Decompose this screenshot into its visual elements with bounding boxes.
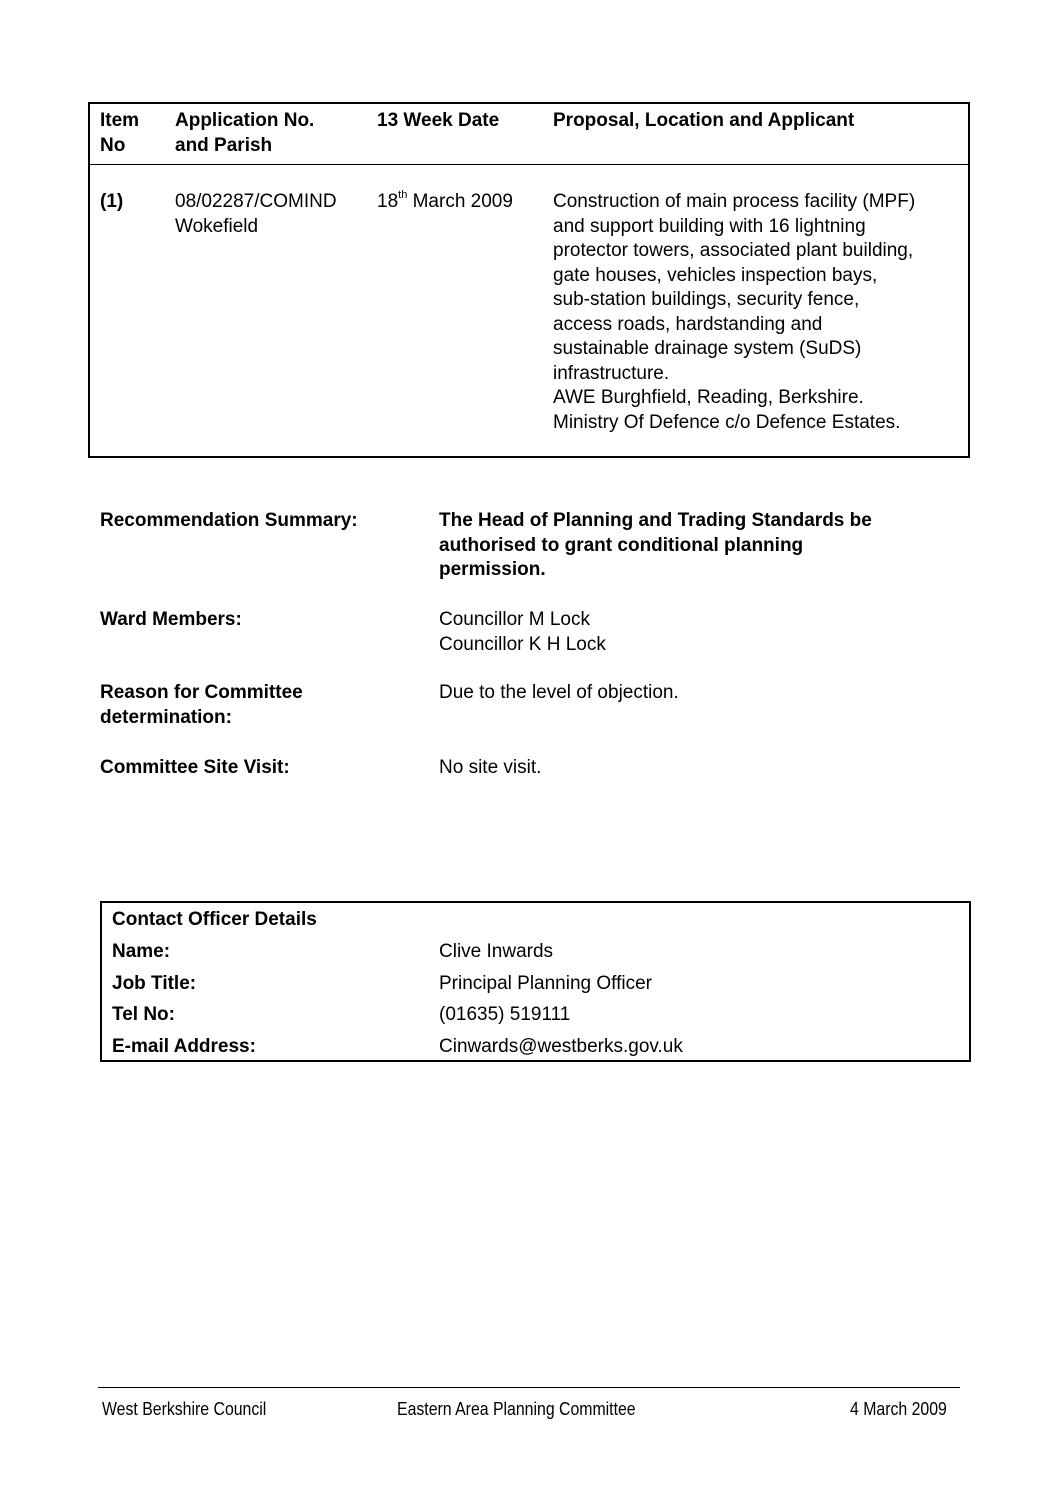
footer-left: West Berkshire Council	[102, 1399, 267, 1419]
ward-label: Ward Members:	[100, 609, 242, 630]
row-week-date	[377, 190, 513, 215]
email-value: Cinwards@westberks.gov.uk	[439, 1036, 683, 1057]
email-label: E-mail Address:	[112, 1036, 256, 1057]
ward-value: Councillor M Lock Councillor K H Lock	[439, 609, 606, 655]
footer-right: 4 March 2009	[850, 1399, 947, 1419]
footer-divider	[98, 1387, 960, 1388]
week-suffix: th	[398, 188, 408, 201]
header-item-no: Item No	[100, 110, 140, 156]
row-item-no: (1)	[100, 191, 124, 212]
row-application: 08/02287/COMIND Wokefield	[175, 191, 337, 237]
header-divider	[90, 164, 968, 165]
site-visit-value: No site visit.	[439, 757, 542, 778]
job-title-value: Principal Planning Officer	[439, 973, 652, 994]
tel-label: Tel No:	[112, 1004, 175, 1025]
contact-title: Contact Officer Details	[112, 909, 317, 930]
week-rest: March 2009	[407, 191, 513, 212]
tel-value: (01635) 519111	[439, 1004, 571, 1025]
week-day: 18	[377, 191, 399, 212]
recommendation-label: Recommendation Summary:	[100, 510, 358, 531]
site-visit-label: Committee Site Visit:	[100, 757, 290, 778]
name-label: Name:	[112, 941, 171, 962]
footer-center: Eastern Area Planning Committee	[397, 1399, 636, 1419]
recommendation-value: The Head of Planning and Trading Standards be authorised to grant conditional planning permission.	[439, 510, 872, 580]
header-application: Application No. and Parish	[175, 110, 315, 156]
header-proposal: Proposal, Location and Applicant	[553, 110, 855, 131]
name-value: Clive Inwards	[439, 941, 554, 962]
job-title-label: Job Title:	[112, 973, 197, 994]
reason-value: Due to the level of objection.	[439, 682, 679, 703]
application-table	[88, 102, 970, 458]
row-proposal: Construction of main process facility (MPF) and support building with 16 lightning protector towers, associated plant building, gate houses, vehicles inspection bays, sub-station buildings, security fence, access roads, hardstanding and sustainable drainage system (SuDS) infrastructure. AWE Burghfield, Reading, Berkshire. Ministry Of Defence c/o Defence Estates.	[553, 191, 916, 433]
contact-officer-box	[100, 901, 971, 1062]
header-week-date: 13 Week Date	[377, 110, 500, 131]
reason-label: Reason for Committee determination:	[100, 682, 303, 728]
